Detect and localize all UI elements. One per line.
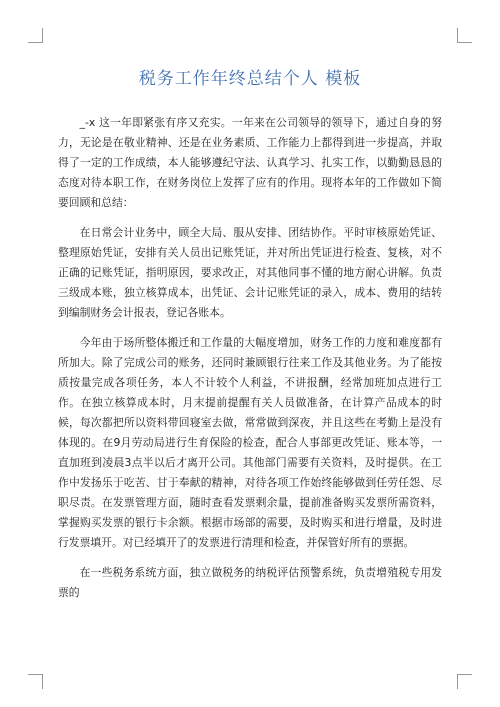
crop-mark-bottom-right [457, 674, 472, 689]
paragraph-tax-system: 在一些税务系统方面，独立做税务的纳税评估预警系统，负责增殖税专用发票的 [58, 566, 442, 599]
paragraph-workload: 今年由于场所整体搬迁和工作量的大幅度增加，财务工作的力度和难度都有所加大。除了完成公司的账务，还同时兼顾银行往来工作及其他业务。为了能按质按量完成各项任务，本人不计较个人利益，不讲报酬，经常加班加点进行工作。在独立核算成本时，月末提前提醒有关人员做准备，在计算产品成本的时候，每次都把所以资料带回寝室去做，常常做到深夜，并且这些在考勤上是没有体现的。在9月劳动局进行生育保险的检查，配合人事部更改凭证、账本等，一直加班到凌晨3点半以后才离开公司。其他部门需要有关资料，及时提供。在工作中发扬乐于吃苦、甘于奉献的精神，对待各项工作始终能够做到任劳任怨、尽职尽责。在发票管理方面，随时查看发票剩余量，提前准备购买发票所需资料，掌握购买发票的银行卡余额。根据市场部的需要，及时购买和进行增量，及时进行发票填开。对已经填开了的发票进行清理和检查，并保管好所有的票据。 [58, 336, 442, 549]
document-title: 税务工作年终总结个人 模板 [138, 69, 362, 89]
crop-mark-bottom-left [28, 674, 43, 689]
paragraph-intro: _-x 这一年即紧张有序又充实。一年来在公司领导的领导下，通过自身的努力，无论是在敬业精神、还是在业务素质、工作能力上都得到进一步提高，并取得了一定的工作成绩，本人能够遵纪守法、认真学习、扎实工作，以勤勤恳恳的态度对待本职工作，在财务岗位上发挥了应有的作用。现将本年的工作做如下简要回顾和总结： [58, 116, 442, 209]
paragraph-daily-accounting: 在日常会计业务中，顾全大局、服从安排、团结协作。平时审核原始凭证、整理原始凭证，安排有关人员出记账凭证，并对所出凭证进行检查、复核，对不正确的记账凭证，指明原因，要求改正，对其他同事不懂的地方耐心讲解。负责三级成本账，独立核算成本，出凭证、会计记账凭证的录入，成本、费用的结转到编制财务会计报表，登记各账本。 [58, 226, 442, 319]
document-body [58, 113, 442, 613]
crop-mark-top-right [457, 28, 472, 43]
crop-mark-top-left [28, 28, 43, 43]
